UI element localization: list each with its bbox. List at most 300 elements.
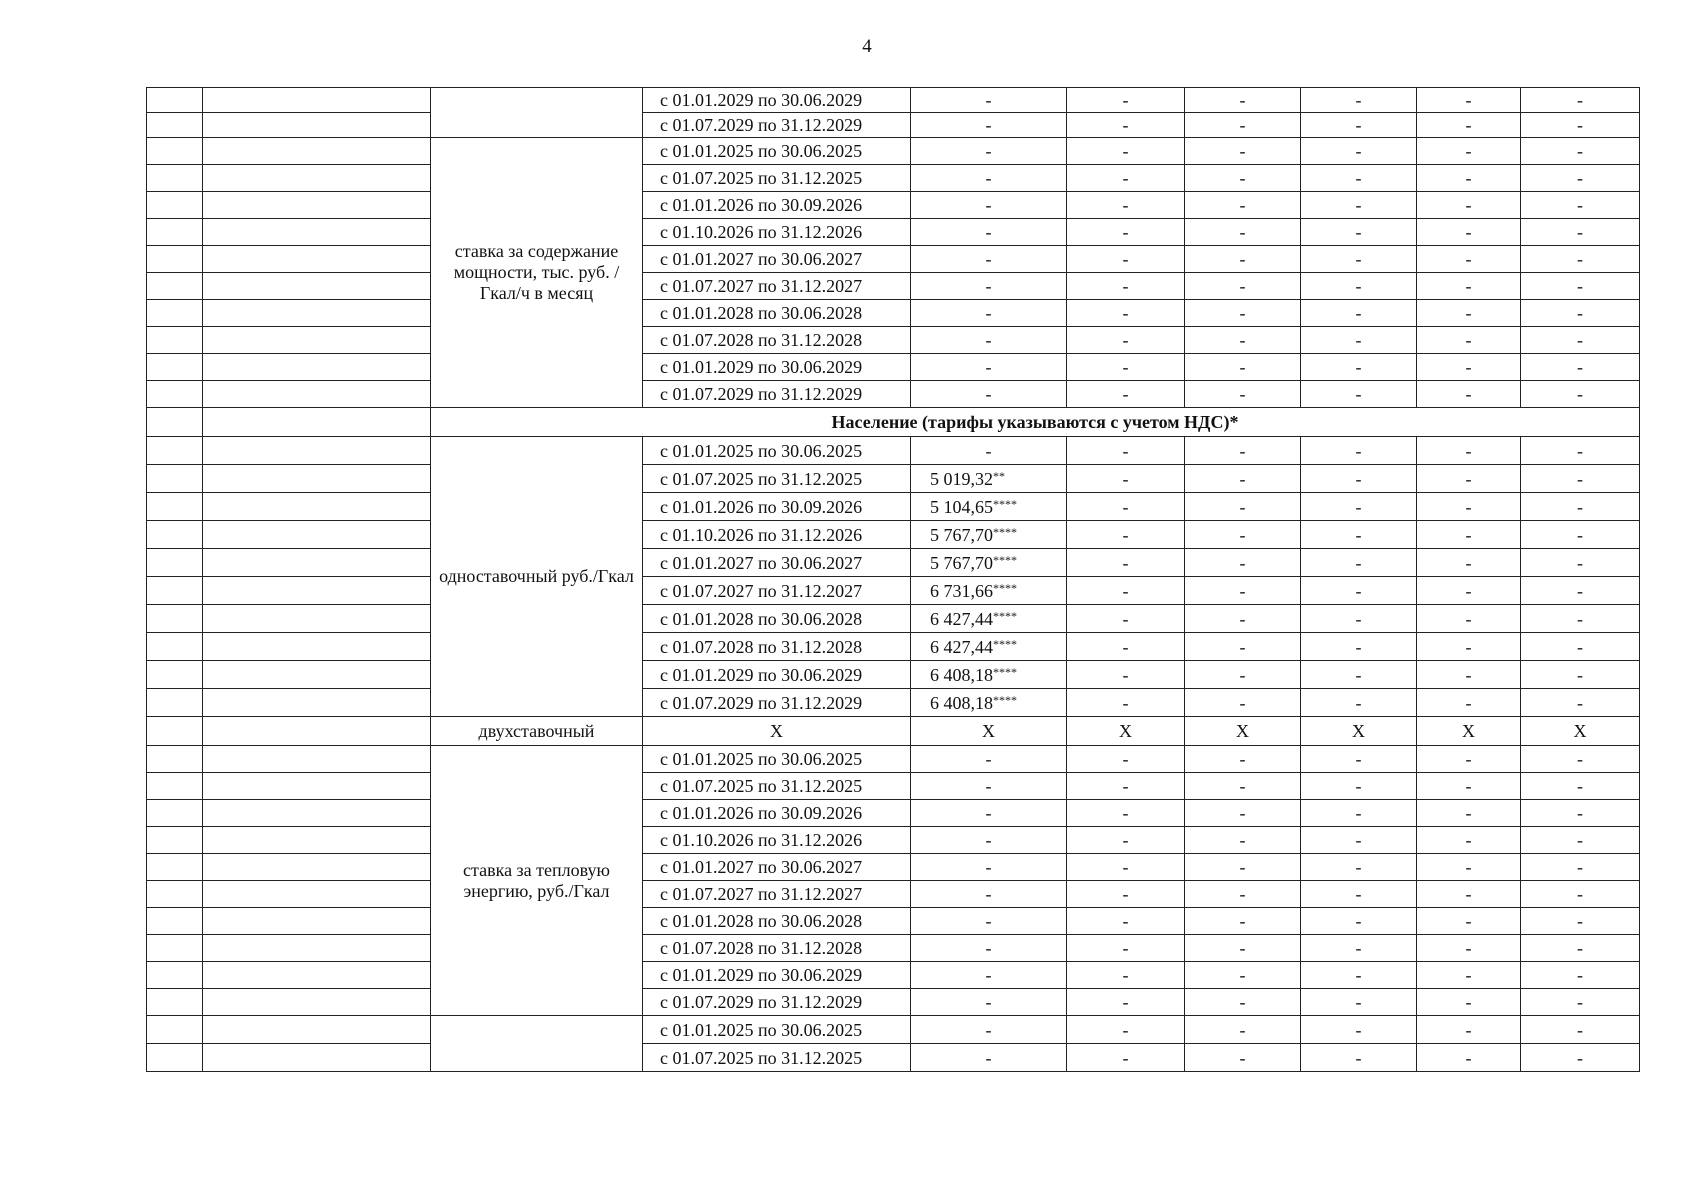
- organization-cell: [203, 717, 431, 746]
- organization-cell: [203, 381, 431, 408]
- value-cell: Х: [1185, 717, 1301, 746]
- value-cell: -: [1185, 827, 1301, 854]
- period-cell: с 01.07.2025 по 31.12.2025: [643, 1044, 911, 1072]
- organization-cell: [203, 854, 431, 881]
- row-number-cell: [147, 300, 203, 327]
- table-row: [147, 962, 1640, 989]
- table-row: [147, 908, 1640, 935]
- value-cell: -: [911, 773, 1067, 800]
- value-cell: -: [1185, 246, 1301, 273]
- value-cell: -: [1521, 827, 1640, 854]
- tariff-table-body: [147, 88, 1640, 1072]
- value-cell: -: [911, 800, 1067, 827]
- period-cell: с 01.01.2025 по 30.06.2025: [643, 1016, 911, 1044]
- value-cell: -: [1301, 521, 1417, 549]
- value-cell: -: [1067, 935, 1185, 962]
- value-cell: -: [1067, 465, 1185, 493]
- period-cell: с 01.07.2028 по 31.12.2028: [643, 935, 911, 962]
- organization-cell: [203, 354, 431, 381]
- tariff-table: [146, 87, 1640, 1072]
- organization-cell: [203, 827, 431, 854]
- period-cell: с 01.07.2029 по 31.12.2029: [643, 989, 911, 1016]
- value-cell: -: [1417, 800, 1521, 827]
- table-row: [147, 219, 1640, 246]
- value-cell: -: [1521, 465, 1640, 493]
- value-cell: -: [1417, 881, 1521, 908]
- value-cell: -: [1067, 88, 1185, 113]
- value-cell: -: [1067, 962, 1185, 989]
- value-cell: -: [911, 300, 1067, 327]
- value-cell: Х: [911, 717, 1067, 746]
- tariff-value: 5 104,65: [930, 496, 993, 517]
- value-cell: -: [1521, 113, 1640, 138]
- value-cell: -: [1185, 493, 1301, 521]
- value-cell: -: [1521, 381, 1640, 408]
- period-cell: с 01.07.2029 по 31.12.2029: [643, 113, 911, 138]
- organization-cell: [203, 800, 431, 827]
- value-cell: Х: [1417, 717, 1521, 746]
- value-cell: -: [1521, 800, 1640, 827]
- value-cell: -: [1185, 138, 1301, 165]
- value-cell: -: [1067, 989, 1185, 1016]
- value-cell: -: [1067, 577, 1185, 605]
- value-cell: -: [1417, 354, 1521, 381]
- value-cell: -: [1521, 521, 1640, 549]
- value-cell: [911, 549, 1067, 577]
- row-number-cell: [147, 381, 203, 408]
- organization-cell: [203, 746, 431, 773]
- value-cell: -: [911, 962, 1067, 989]
- organization-cell: [203, 633, 431, 661]
- table-row: [147, 381, 1640, 408]
- period-cell: с 01.01.2027 по 30.06.2027: [643, 549, 911, 577]
- period-cell: с 01.07.2025 по 31.12.2025: [643, 773, 911, 800]
- value-cell: -: [1185, 1044, 1301, 1072]
- value-cell: Х: [1067, 717, 1185, 746]
- value-cell: -: [1185, 854, 1301, 881]
- period-cell: с 01.01.2025 по 30.06.2025: [643, 746, 911, 773]
- tariff-type-cell: ставка за тепловую энергию, руб./Гкал: [431, 746, 643, 1016]
- row-number-cell: [147, 113, 203, 138]
- table-row: [147, 273, 1640, 300]
- tariff-value: 6 427,44: [930, 608, 993, 629]
- row-number-cell: [147, 989, 203, 1016]
- organization-cell: [203, 219, 431, 246]
- value-cell: -: [911, 246, 1067, 273]
- value-cell: -: [1067, 854, 1185, 881]
- value-cell: -: [1067, 746, 1185, 773]
- footnote-mark: ****: [993, 608, 1017, 623]
- row-number-cell: [147, 746, 203, 773]
- period-cell: с 01.01.2027 по 30.06.2027: [643, 854, 911, 881]
- value-cell: -: [1301, 881, 1417, 908]
- value-cell: -: [1185, 800, 1301, 827]
- row-number-cell: [147, 717, 203, 746]
- row-number-cell: [147, 854, 203, 881]
- value-cell: -: [1521, 88, 1640, 113]
- organization-cell: [203, 493, 431, 521]
- value-cell: -: [1185, 113, 1301, 138]
- value-cell: -: [1185, 605, 1301, 633]
- value-cell: [911, 465, 1067, 493]
- footnote-mark: ****: [993, 580, 1017, 595]
- value-cell: -: [1417, 192, 1521, 219]
- value-cell: -: [911, 113, 1067, 138]
- row-number-cell: [147, 465, 203, 493]
- value-cell: -: [1185, 989, 1301, 1016]
- value-cell: -: [1301, 138, 1417, 165]
- value-cell: -: [1067, 113, 1185, 138]
- value-cell: -: [1067, 633, 1185, 661]
- value-cell: -: [1417, 1044, 1521, 1072]
- tariff-value: 5 019,32: [930, 468, 993, 489]
- value-cell: -: [1521, 327, 1640, 354]
- period-cell: с 01.07.2025 по 31.12.2025: [643, 165, 911, 192]
- value-cell: [911, 437, 1067, 465]
- organization-cell: [203, 327, 431, 354]
- table-row: [147, 605, 1640, 633]
- period-cell: с 01.07.2025 по 31.12.2025: [643, 465, 911, 493]
- value-cell: -: [911, 746, 1067, 773]
- table-row: [147, 800, 1640, 827]
- value-cell: -: [911, 1044, 1067, 1072]
- value-cell: -: [1185, 881, 1301, 908]
- value-cell: -: [1301, 327, 1417, 354]
- value-cell: -: [1301, 219, 1417, 246]
- tariff-type-cell: [431, 88, 643, 138]
- value-cell: -: [1521, 138, 1640, 165]
- value-cell: -: [1185, 88, 1301, 113]
- value-cell: -: [1301, 300, 1417, 327]
- value-cell: -: [1067, 549, 1185, 577]
- value-cell: -: [1417, 246, 1521, 273]
- value-cell: -: [1521, 577, 1640, 605]
- value-cell: -: [1301, 465, 1417, 493]
- row-number-cell: [147, 493, 203, 521]
- organization-cell: [203, 1016, 431, 1044]
- period-cell: с 01.01.2026 по 30.09.2026: [643, 493, 911, 521]
- value-cell: -: [1417, 1016, 1521, 1044]
- value-cell: -: [1067, 1016, 1185, 1044]
- value-cell: -: [1521, 881, 1640, 908]
- value-cell: -: [1417, 827, 1521, 854]
- period-cell: с 01.01.2027 по 30.06.2027: [643, 246, 911, 273]
- row-number-cell: [147, 273, 203, 300]
- tariff-type-cell: одноставочный руб./Гкал: [431, 437, 643, 717]
- row-number-cell: [147, 437, 203, 465]
- row-number-cell: [147, 549, 203, 577]
- value-cell: -: [1521, 746, 1640, 773]
- row-number-cell: [147, 192, 203, 219]
- tariff-value: 5 767,70: [930, 524, 993, 545]
- period-cell: с 01.07.2028 по 31.12.2028: [643, 327, 911, 354]
- value-cell: -: [1185, 689, 1301, 717]
- table-row: [147, 854, 1640, 881]
- value-cell: -: [911, 192, 1067, 219]
- value-cell: -: [1067, 300, 1185, 327]
- period-cell: с 01.01.2026 по 30.09.2026: [643, 800, 911, 827]
- tariff-value: 6 408,18: [930, 664, 993, 685]
- value-cell: -: [1417, 577, 1521, 605]
- organization-cell: [203, 88, 431, 113]
- organization-cell: [203, 192, 431, 219]
- value-cell: -: [1067, 689, 1185, 717]
- value-cell: -: [1301, 577, 1417, 605]
- value-cell: -: [1067, 773, 1185, 800]
- organization-cell: [203, 661, 431, 689]
- value-cell: -: [1067, 327, 1185, 354]
- value-cell: -: [1301, 113, 1417, 138]
- value-cell: -: [1417, 989, 1521, 1016]
- value-cell: -: [1185, 465, 1301, 493]
- period-cell: с 01.01.2026 по 30.09.2026: [643, 192, 911, 219]
- period-cell: с 01.01.2029 по 30.06.2029: [643, 661, 911, 689]
- organization-cell: [203, 773, 431, 800]
- value-cell: -: [1067, 273, 1185, 300]
- value-cell: -: [1301, 493, 1417, 521]
- period-cell: с 01.01.2029 по 30.06.2029: [643, 354, 911, 381]
- value-cell: -: [1521, 219, 1640, 246]
- value-cell: -: [1067, 493, 1185, 521]
- value-cell: -: [1067, 246, 1185, 273]
- row-number-cell: [147, 908, 203, 935]
- value-cell: -: [1185, 219, 1301, 246]
- table-row: [147, 633, 1640, 661]
- value-cell: -: [1185, 633, 1301, 661]
- value-cell: -: [1301, 962, 1417, 989]
- value-cell: -: [1417, 273, 1521, 300]
- row-number-cell: [147, 773, 203, 800]
- footnote-mark: ****: [993, 664, 1017, 679]
- value-cell: -: [1301, 827, 1417, 854]
- value-cell: -: [1417, 935, 1521, 962]
- organization-cell: [203, 273, 431, 300]
- row-number-cell: [147, 605, 203, 633]
- value-cell: -: [1301, 437, 1417, 465]
- table-row: [147, 746, 1640, 773]
- value-cell: -: [1067, 138, 1185, 165]
- period-cell: с 01.07.2028 по 31.12.2028: [643, 633, 911, 661]
- value-cell: -: [1185, 746, 1301, 773]
- table-row: [147, 88, 1640, 113]
- value-cell: -: [1521, 1016, 1640, 1044]
- row-number-cell: [147, 881, 203, 908]
- value-cell: -: [1185, 521, 1301, 549]
- row-number-cell: [147, 219, 203, 246]
- value-cell: -: [911, 354, 1067, 381]
- organization-cell: [203, 521, 431, 549]
- footnote-mark: ****: [993, 692, 1017, 707]
- row-number-cell: [147, 165, 203, 192]
- value-cell: -: [911, 854, 1067, 881]
- value-cell: -: [1521, 165, 1640, 192]
- value-cell: [911, 661, 1067, 689]
- value-cell: -: [1521, 773, 1640, 800]
- value-cell: -: [1417, 746, 1521, 773]
- organization-cell: [203, 300, 431, 327]
- value-cell: -: [911, 381, 1067, 408]
- value-cell: -: [1417, 381, 1521, 408]
- table-row: [147, 465, 1640, 493]
- table-row: [147, 989, 1640, 1016]
- value-cell: -: [1185, 354, 1301, 381]
- organization-cell: [203, 437, 431, 465]
- value-cell: -: [1185, 773, 1301, 800]
- value-cell: -: [1185, 192, 1301, 219]
- value-cell: -: [1417, 165, 1521, 192]
- value-cell: -: [1417, 437, 1521, 465]
- organization-cell: [203, 605, 431, 633]
- row-number-cell: [147, 689, 203, 717]
- value-cell: [911, 605, 1067, 633]
- row-number-cell: [147, 577, 203, 605]
- value-cell: -: [1301, 246, 1417, 273]
- period-cell: с 01.07.2027 по 31.12.2027: [643, 577, 911, 605]
- row-number-cell: [147, 354, 203, 381]
- period-cell: с 01.10.2026 по 31.12.2026: [643, 521, 911, 549]
- value-cell: -: [1185, 327, 1301, 354]
- tariff-type-cell: [431, 1016, 643, 1072]
- value-cell: [911, 689, 1067, 717]
- value-cell: -: [1067, 381, 1185, 408]
- value-cell: -: [1417, 661, 1521, 689]
- footnote-mark: ****: [993, 552, 1017, 567]
- value-cell: Х: [1301, 717, 1417, 746]
- table-row: [147, 577, 1640, 605]
- value-cell: -: [1417, 300, 1521, 327]
- period-cell: с 01.10.2026 по 31.12.2026: [643, 219, 911, 246]
- value-cell: -: [911, 881, 1067, 908]
- two-rate-row: [147, 717, 1640, 746]
- value-cell: -: [1417, 962, 1521, 989]
- table-row: [147, 327, 1640, 354]
- value-cell: -: [1067, 192, 1185, 219]
- period-cell: с 01.01.2028 по 30.06.2028: [643, 908, 911, 935]
- value-cell: -: [1521, 661, 1640, 689]
- value-cell: -: [1301, 192, 1417, 219]
- table-row: [147, 493, 1640, 521]
- value-cell: -: [911, 273, 1067, 300]
- tariff-type-cell: ставка за содержание мощности, тыс. руб. /Гкал/ч в месяц: [431, 138, 643, 408]
- value-cell: -: [1301, 1016, 1417, 1044]
- organization-cell: [203, 962, 431, 989]
- value-cell: -: [1301, 773, 1417, 800]
- value-cell: -: [911, 935, 1067, 962]
- value-cell: -: [1417, 689, 1521, 717]
- footnote-mark: ****: [993, 496, 1017, 511]
- value-cell: -: [911, 1016, 1067, 1044]
- value-cell: -: [1417, 88, 1521, 113]
- value-cell: -: [911, 165, 1067, 192]
- value-cell: -: [911, 88, 1067, 113]
- row-number-cell: [147, 521, 203, 549]
- organization-cell: [203, 881, 431, 908]
- organization-cell: [203, 1044, 431, 1072]
- value-cell: -: [1417, 549, 1521, 577]
- value-cell: -: [1301, 800, 1417, 827]
- value-cell: -: [1417, 908, 1521, 935]
- table-row: [147, 300, 1640, 327]
- value-cell: -: [1301, 854, 1417, 881]
- value-cell: -: [1521, 549, 1640, 577]
- value-cell: -: [1067, 1044, 1185, 1072]
- footnote-mark: ****: [993, 636, 1017, 651]
- value-cell: [911, 493, 1067, 521]
- table-row: [147, 1044, 1640, 1072]
- tariff-value: 6 731,66: [930, 580, 993, 601]
- value-cell: -: [1521, 908, 1640, 935]
- value-cell: -: [1301, 549, 1417, 577]
- value-cell: -: [911, 827, 1067, 854]
- value-cell: -: [1185, 381, 1301, 408]
- value-cell: -: [1301, 354, 1417, 381]
- row-number-cell: [147, 1016, 203, 1044]
- value-cell: -: [1521, 605, 1640, 633]
- row-number-cell: [147, 138, 203, 165]
- table-row: [147, 827, 1640, 854]
- value-cell: -: [1301, 273, 1417, 300]
- value-cell: -: [1521, 962, 1640, 989]
- value-cell: -: [911, 989, 1067, 1016]
- table-row: [147, 881, 1640, 908]
- value-cell: -: [1521, 493, 1640, 521]
- value-cell: -: [1417, 773, 1521, 800]
- table-row: [147, 138, 1640, 165]
- value-cell: [911, 521, 1067, 549]
- value-cell: -: [1185, 549, 1301, 577]
- value-cell: -: [1301, 689, 1417, 717]
- table-row: [147, 246, 1640, 273]
- value-cell: -: [1301, 381, 1417, 408]
- value-cell: -: [1301, 989, 1417, 1016]
- value-cell: -: [1301, 908, 1417, 935]
- footnote-mark: ****: [993, 524, 1017, 539]
- value-cell: -: [1521, 935, 1640, 962]
- value-cell: -: [1521, 1044, 1640, 1072]
- table-row: [147, 1016, 1640, 1044]
- period-cell: с 01.01.2028 по 30.06.2028: [643, 300, 911, 327]
- organization-cell: [203, 989, 431, 1016]
- value-cell: -: [1185, 935, 1301, 962]
- period-cell: с 01.07.2029 по 31.12.2029: [643, 689, 911, 717]
- table-row: [147, 165, 1640, 192]
- value-cell: -: [1301, 746, 1417, 773]
- table-row: [147, 354, 1640, 381]
- row-number-cell: [147, 246, 203, 273]
- organization-cell: [203, 577, 431, 605]
- row-number-cell: [147, 327, 203, 354]
- section-header-row: [147, 408, 1640, 437]
- table-row: [147, 113, 1640, 138]
- organization-cell: [203, 465, 431, 493]
- period-cell: с 01.07.2027 по 31.12.2027: [643, 273, 911, 300]
- organization-cell: [203, 935, 431, 962]
- period-cell: с 01.01.2028 по 30.06.2028: [643, 605, 911, 633]
- value-cell: -: [1417, 854, 1521, 881]
- organization-cell: [203, 549, 431, 577]
- value-cell: -: [1301, 661, 1417, 689]
- footnote-mark: **: [993, 468, 1005, 483]
- value-cell: -: [1185, 165, 1301, 192]
- value-cell: -: [1521, 633, 1640, 661]
- page-number: 4: [862, 36, 872, 57]
- value-cell: -: [1301, 165, 1417, 192]
- value-cell: -: [1301, 633, 1417, 661]
- value-cell: -: [1521, 854, 1640, 881]
- value-cell: -: [1301, 88, 1417, 113]
- value-cell: -: [1067, 661, 1185, 689]
- table-row: [147, 661, 1640, 689]
